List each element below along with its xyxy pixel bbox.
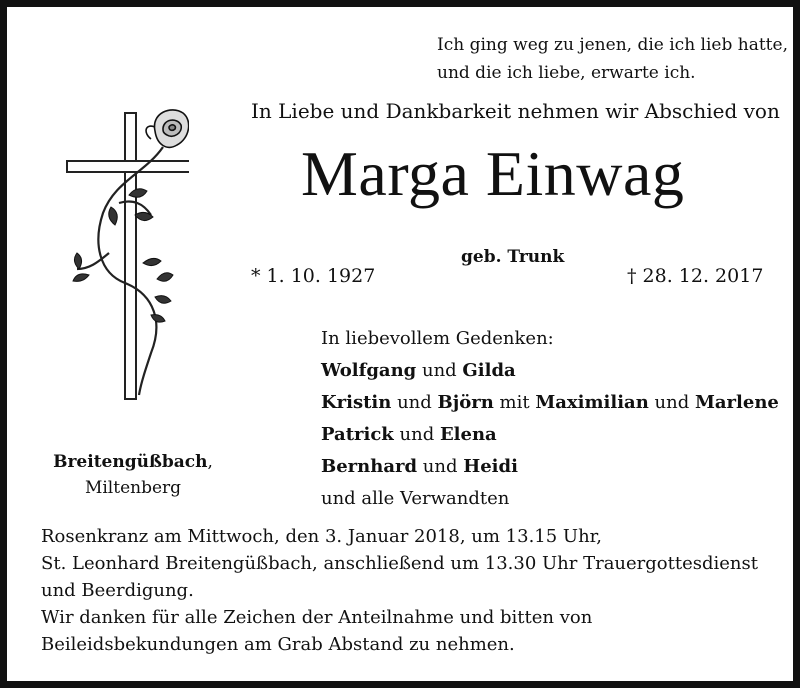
mourner-name: Patrick bbox=[321, 424, 394, 445]
birth-date: * 1. 10. 1927 bbox=[251, 265, 376, 287]
mourners-heading: In liebevollem Gedenken: bbox=[321, 328, 554, 349]
place-line-1 bbox=[43, 449, 223, 475]
mourner-row bbox=[321, 483, 779, 515]
place-line-2: Miltenberg bbox=[84, 478, 182, 498]
service-information bbox=[41, 523, 758, 658]
mourner-name: Kristin bbox=[321, 392, 392, 413]
service-line-4: Wir danken für alle Zeichen der Anteilnahme und bitten von bbox=[41, 607, 593, 628]
mourner-row bbox=[321, 419, 779, 451]
mourner-name: Heidi bbox=[463, 456, 518, 477]
mourner-name: Bernhard bbox=[321, 456, 418, 477]
mourner-name: Marlene bbox=[694, 392, 779, 413]
mourners-list bbox=[321, 323, 779, 515]
mourner-row bbox=[321, 451, 779, 483]
intro-text: In Liebe und Dankbarkeit nehmen wir Abschied von bbox=[251, 99, 780, 123]
mourner-name: Gilda bbox=[462, 360, 516, 381]
cross-with-rose-icon bbox=[59, 103, 189, 403]
mourner-row bbox=[321, 355, 779, 387]
mourner-connector: mit bbox=[493, 392, 536, 413]
mourner-connector: und bbox=[417, 456, 464, 477]
mourner-name: Maximilian bbox=[535, 392, 649, 413]
mourner-name: Wolfgang bbox=[321, 360, 417, 381]
place-comma: , bbox=[207, 452, 213, 472]
mourner-name: Elena bbox=[439, 424, 497, 445]
mourner-connector: und bbox=[391, 392, 438, 413]
place-town: Breitengüßbach bbox=[53, 452, 208, 472]
deceased-name: Marga Einwag bbox=[301, 138, 685, 209]
service-line-3: und Beerdigung. bbox=[41, 580, 194, 601]
mourner-connector: und bbox=[393, 424, 440, 445]
memorial-quote bbox=[437, 31, 788, 87]
mourner-rows bbox=[321, 355, 779, 515]
mourner-name: Björn bbox=[437, 392, 494, 413]
mourner-connector: und alle Verwandten bbox=[321, 488, 510, 509]
quote-line-2: und die ich liebe, erwarte ich. bbox=[437, 63, 696, 83]
service-line-2: St. Leonhard Breitengüßbach, anschließend um 13.30 Uhr Trauergottesdienst bbox=[41, 553, 758, 574]
quote-line-1: Ich ging weg zu jenen, die ich lieb hatte, bbox=[437, 35, 788, 55]
death-date: † 28. 12. 2017 bbox=[627, 265, 764, 287]
service-line-5: Beileidsbekundungen am Grab Abstand zu nehmen. bbox=[41, 634, 515, 655]
mourner-connector: und bbox=[416, 360, 463, 381]
mourner-connector: und bbox=[648, 392, 695, 413]
service-line-1: Rosenkranz am Mittwoch, den 3. Januar 2018, um 13.15 Uhr, bbox=[41, 526, 603, 547]
mourner-row bbox=[321, 387, 779, 419]
place-of-residence bbox=[43, 449, 223, 501]
maiden-name: geb. Trunk bbox=[461, 247, 565, 267]
